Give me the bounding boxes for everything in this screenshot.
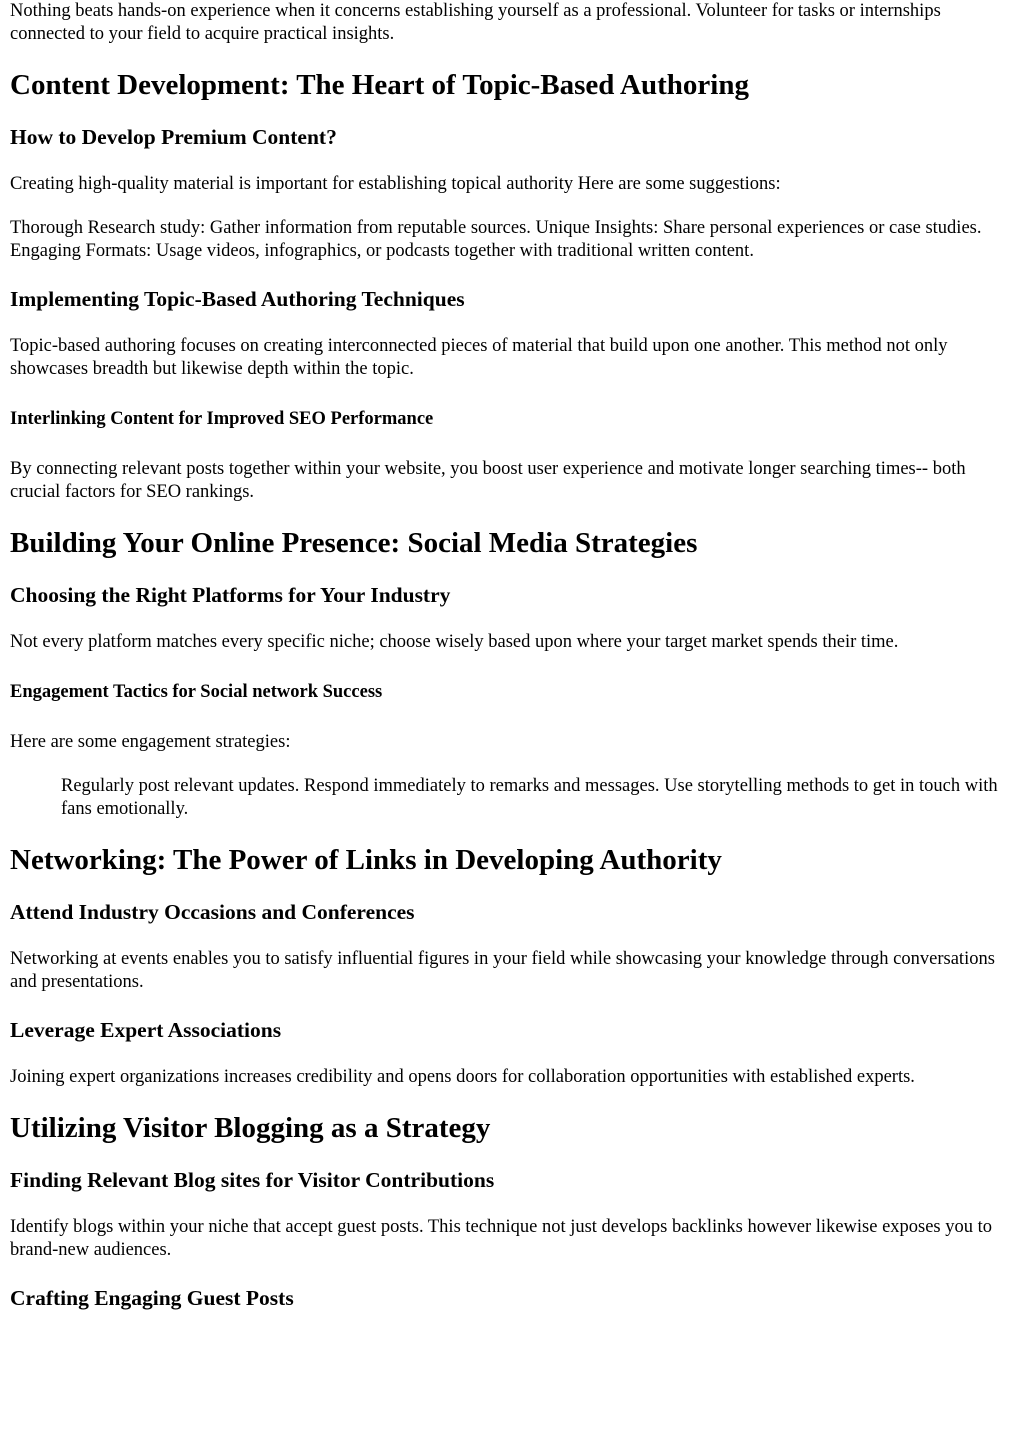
heading-platforms: Choosing the Right Platforms for Your Industry [10, 583, 451, 607]
heading-interlinking: Interlinking Content for Improved SEO Performance [10, 409, 434, 429]
blockquote-regularly: Regularly post relevant updates. Respond immediately to remarks and messages. Use storytelling methods to get in touch with fans emotionally. [61, 776, 998, 819]
heading-content-development: Content Development: The Heart of Topic-Based Authoring [10, 69, 749, 101]
paragraph-platform: Not every platform matches every specific niche; choose wisely based upon where your target market spends their time. [10, 632, 899, 652]
heading-engagement: Engagement Tactics for Social network Success [10, 682, 383, 702]
paragraph-connecting: By connecting relevant posts together within your website, you boost user experience and motivate longer searching times-- both crucial factors for SEO rankings. [10, 459, 966, 502]
paragraph-quality: Creating high-quality material is important for establishing topical authority Here are some suggestions: [10, 174, 781, 194]
paragraph-strategies: Here are some engagement strategies: [10, 732, 291, 752]
heading-networking: Networking: The Power of Links in Developing Authority [10, 844, 722, 876]
heading-techniques: Implementing Topic-Based Authoring Techniques [10, 287, 465, 311]
heading-online-presence: Building Your Online Presence: Social Media Strategies [10, 527, 698, 559]
heading-finding-blogs: Finding Relevant Blog sites for Visitor Contributions [10, 1168, 495, 1192]
paragraph-research: Thorough Research study: Gather information from reputable sources. Unique Insights: Share personal experiences or case studies. Engaging Formats: Usage videos, infographics, or podcasts together with traditional written content. [10, 218, 982, 261]
paragraph-topic-based: Topic-based authoring focuses on creating interconnected pieces of material that build upon one another. This method not only showcases breadth but likewise depth within the topic. [10, 336, 948, 379]
paragraph-identify: Identify blogs within your niche that accept guest posts. This technique not just develops backlinks however likewise exposes you to brand-new audiences. [10, 1217, 993, 1260]
heading-events: Attend Industry Occasions and Conferences [10, 900, 415, 924]
heading-associations: Leverage Expert Associations [10, 1018, 282, 1042]
paragraph-intro: Nothing beats hands-on experience when it concerns establishing yourself as a professional. Volunteer for tasks or internships connected to your field to acquire practical insights. [10, 1, 941, 44]
heading-visitor-blogging: Utilizing Visitor Blogging as a Strategy [10, 1112, 491, 1144]
heading-premium-content: How to Develop Premium Content? [10, 125, 337, 149]
paragraph-joining: Joining expert organizations increases credibility and opens doors for collaboration opportunities with established experts. [10, 1067, 915, 1087]
paragraph-events: Networking at events enables you to satisfy influential figures in your field while showcasing your knowledge through conversations and presentations. [10, 949, 995, 992]
heading-crafting: Crafting Engaging Guest Posts [10, 1286, 294, 1310]
